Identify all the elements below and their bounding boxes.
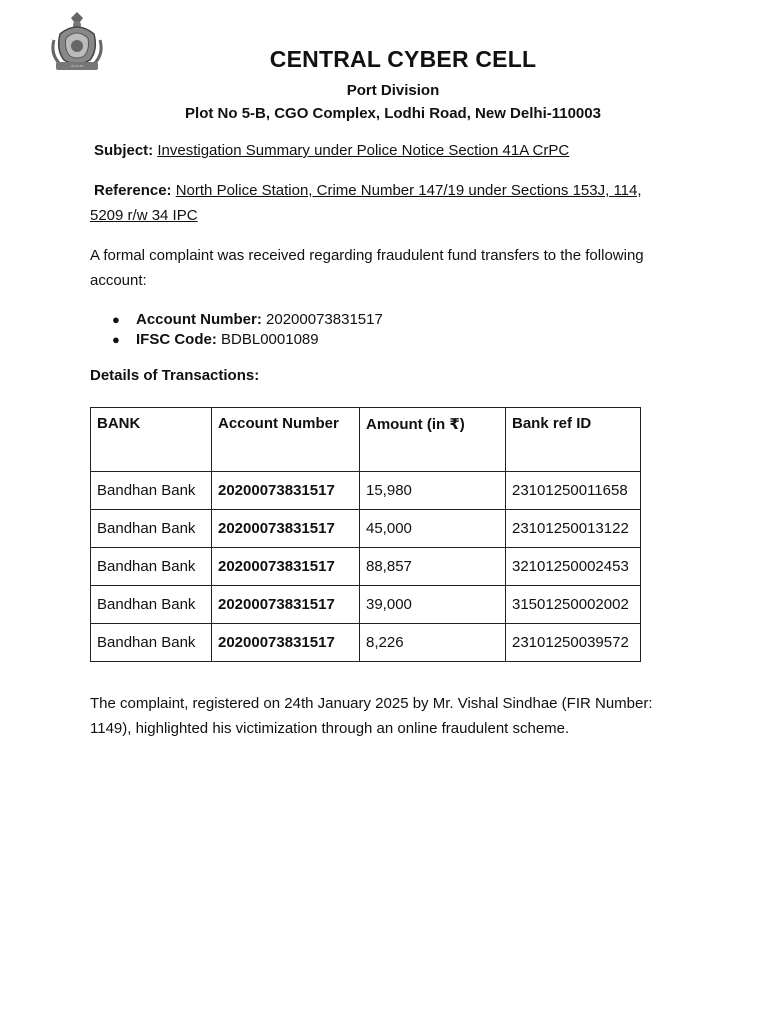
closing-paragraph: The complaint, registered on 24th January 2025 by Mr. Vishal Sindhae (FIR Number: 1149), highlighted his victimization through an online fraudulent scheme. [90, 695, 653, 737]
cell-bank-ref-id: 23101250011658 [506, 472, 641, 510]
cell-account-number: 20200073831517 [212, 548, 360, 586]
cell-bank: Bandhan Bank [91, 586, 212, 624]
cell-amount: 8,226 [360, 624, 506, 662]
transactions-heading: Details of Transactions: [90, 367, 260, 384]
bullet-icon: ● [112, 312, 120, 327]
account-number-label: Account Number: [136, 311, 262, 328]
table-row [91, 510, 641, 548]
cell-amount: 39,000 [360, 586, 506, 624]
column-header-bank-ref-id: Bank ref ID [506, 408, 641, 472]
list-item [112, 310, 383, 330]
cell-bank-ref-id: 23101250013122 [506, 510, 641, 548]
cell-bank-ref-id: 31501250002002 [506, 586, 641, 624]
account-number-value: 20200073831517 [266, 311, 383, 328]
transactions-table [90, 407, 641, 662]
column-header-account-number: Account Number [212, 408, 360, 472]
reference-line [90, 178, 670, 228]
subject-text: Investigation Summary under Police Notice Section 41A CrPC [157, 142, 570, 159]
cell-bank-ref-id: 23101250039572 [506, 624, 641, 662]
cell-amount: 15,980 [360, 472, 506, 510]
office-address: Plot No 5-B, CGO Complex, Lodhi Road, New Delhi-110003 [185, 105, 601, 122]
cell-bank: Bandhan Bank [91, 472, 212, 510]
list-item [112, 330, 383, 350]
svg-text:~~~: ~~~ [70, 64, 84, 70]
cell-bank-ref-id: 32101250002453 [506, 548, 641, 586]
table-header-row [91, 408, 641, 472]
ifsc-code-label: IFSC Code: [136, 331, 217, 348]
account-details-list [112, 310, 383, 350]
table-row [91, 472, 641, 510]
cell-account-number: 20200073831517 [212, 472, 360, 510]
cell-amount: 88,857 [360, 548, 506, 586]
cell-account-number: 20200073831517 [212, 586, 360, 624]
reference-label: Reference: [94, 182, 172, 199]
reference-text: North Police Station, Crime Number 147/19 under Sections 153J, 114, 5209 r/w 34 IPC [90, 182, 642, 224]
column-header-bank: BANK [91, 408, 212, 472]
ifsc-code-value: BDBL0001089 [221, 331, 319, 348]
subject-label: Subject: [94, 142, 154, 159]
division-name: Port Division [346, 82, 440, 99]
table-row [91, 548, 641, 586]
bullet-icon: ● [112, 332, 120, 347]
cell-account-number: 20200073831517 [212, 510, 360, 548]
cell-bank: Bandhan Bank [91, 548, 212, 586]
cell-amount: 45,000 [360, 510, 506, 548]
page-title: CENTRAL CYBER CELL [269, 46, 537, 72]
column-header-amount: Amount (in ₹) [360, 408, 506, 472]
cell-bank: Bandhan Bank [91, 624, 212, 662]
table-row [91, 624, 641, 662]
complaint-intro: A formal complaint was received regarding fraudulent fund transfers to the following account: [90, 247, 644, 289]
table-row [91, 586, 641, 624]
subject-line [94, 138, 674, 163]
cell-account-number: 20200073831517 [212, 624, 360, 662]
cell-bank: Bandhan Bank [91, 510, 212, 548]
